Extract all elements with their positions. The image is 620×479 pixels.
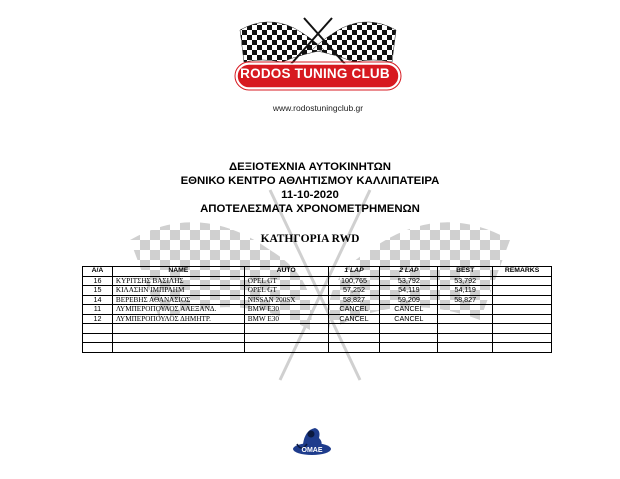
cell-remarks — [493, 305, 552, 315]
cell-lap1: CANCEL — [328, 314, 380, 324]
cell-lap2 — [380, 343, 438, 353]
cell-name: ΚΥΡΙΤΣΗΣ ΒΑΣΙΛΗΣ — [112, 276, 244, 286]
cell-auto: BMW E30 — [244, 314, 328, 324]
event-header — [0, 160, 620, 216]
cell-auto: OPEL GT — [244, 286, 328, 296]
table-row — [83, 333, 552, 343]
table-row — [83, 276, 552, 286]
cell-aa: 11 — [83, 305, 113, 315]
cell-aa — [83, 333, 113, 343]
cell-remarks — [493, 333, 552, 343]
category-title: ΚΑΤΗΓΟΡΙΑ RWD — [260, 233, 360, 245]
column-header-remarks: REMARKS — [493, 267, 552, 277]
cell-name — [112, 343, 244, 353]
cell-remarks — [493, 324, 552, 334]
cell-best: 58,827 — [438, 295, 493, 305]
cell-name: ΛΥΜΠΕΡΟΠΟΥΛΟΣ ΑΛΕΞΑΝΔ. — [112, 305, 244, 315]
cell-auto — [244, 343, 328, 353]
table-row — [83, 305, 552, 315]
cell-aa — [83, 343, 113, 353]
cell-best: 53,792 — [438, 276, 493, 286]
cell-auto — [244, 333, 328, 343]
cell-auto: BMW E30 — [244, 305, 328, 315]
cell-best — [438, 333, 493, 343]
cell-lap2: 59,209 — [380, 295, 438, 305]
cell-name — [112, 333, 244, 343]
cell-lap1: 57,252 — [328, 286, 380, 296]
cell-remarks — [493, 286, 552, 296]
omae-logo-text: OMAE — [301, 447, 323, 454]
cell-auto: OPEL GT — [244, 276, 328, 286]
cell-lap2: CANCEL — [380, 314, 438, 324]
cell-remarks — [493, 314, 552, 324]
cell-auto — [244, 324, 328, 334]
cell-lap2 — [380, 324, 438, 334]
cell-auto: NISSAN 200SX — [244, 295, 328, 305]
table-row — [83, 286, 552, 296]
cell-name — [112, 324, 244, 334]
table-header-row — [83, 267, 552, 277]
cell-aa: 16 — [83, 276, 113, 286]
cell-aa: 15 — [83, 286, 113, 296]
cell-best — [438, 343, 493, 353]
table-row — [83, 295, 552, 305]
column-header-name: NAME — [112, 267, 244, 277]
results-heading: ΑΠΟΤΕΛΕΣΜΑΤΑ ΧΡΟΝΟΜΕΤΡΗΜΕΝΩΝ — [200, 203, 420, 215]
cell-lap1 — [328, 333, 380, 343]
cell-lap2 — [380, 333, 438, 343]
table-row — [83, 324, 552, 334]
cell-best — [438, 305, 493, 315]
cell-aa — [83, 324, 113, 334]
cell-lap1: CANCEL — [328, 305, 380, 315]
cell-aa: 14 — [83, 295, 113, 305]
table-row — [83, 343, 552, 353]
cell-best — [438, 324, 493, 334]
cell-best: 54,119 — [438, 286, 493, 296]
cell-name: ΛΥΜΠΕΡΟΠΟΥΛΟΣ ΔΗΜΗΤΡ. — [112, 314, 244, 324]
logo-brand-text: RODOS TUNING CLUB — [240, 66, 390, 81]
cell-lap2: CANCEL — [380, 305, 438, 315]
cell-lap1: 58,827 — [328, 295, 380, 305]
cell-name: ΒΕΡΕΒΗΣ ΑΘΑΝΑΣΙΟΣ — [112, 295, 244, 305]
event-date: 11-10-2020 — [281, 189, 339, 201]
cell-aa: 12 — [83, 314, 113, 324]
omae-logo — [291, 422, 333, 462]
results-table — [82, 266, 552, 353]
cell-best — [438, 314, 493, 324]
column-header-best: BEST — [438, 267, 493, 277]
cell-remarks — [493, 343, 552, 353]
column-header-aa: A/A — [83, 267, 113, 277]
cell-name: ΚΙΛΑΣΗΝ ΙΜΠΡΑΗΜ — [112, 286, 244, 296]
cell-lap1: 100,765 — [328, 276, 380, 286]
column-header-auto: AUTO — [244, 267, 328, 277]
cell-remarks — [493, 276, 552, 286]
table-row — [83, 314, 552, 324]
event-title: ΔΕΞΙΟΤΕΧΝΙΑ ΑΥΤΟΚΙΝΗΤΩΝ — [228, 161, 391, 173]
cell-lap2: 54,119 — [380, 286, 438, 296]
cell-remarks — [493, 295, 552, 305]
event-venue: ΕΘΝΙΚΟ ΚΕΝΤΡΟ ΑΘΛΗΤΙΣΜΟΥ ΚΑΛΛΙΠΑΤΕΙΡΑ — [180, 175, 440, 187]
cell-lap1 — [328, 324, 380, 334]
cell-lap2: 53,792 — [380, 276, 438, 286]
cell-lap1 — [328, 343, 380, 353]
logo-url-text: www.rodostuningclub.gr — [272, 103, 364, 113]
column-header-lap1: 1 LAP — [328, 267, 380, 277]
column-header-lap2: 2 LAP — [380, 267, 438, 277]
